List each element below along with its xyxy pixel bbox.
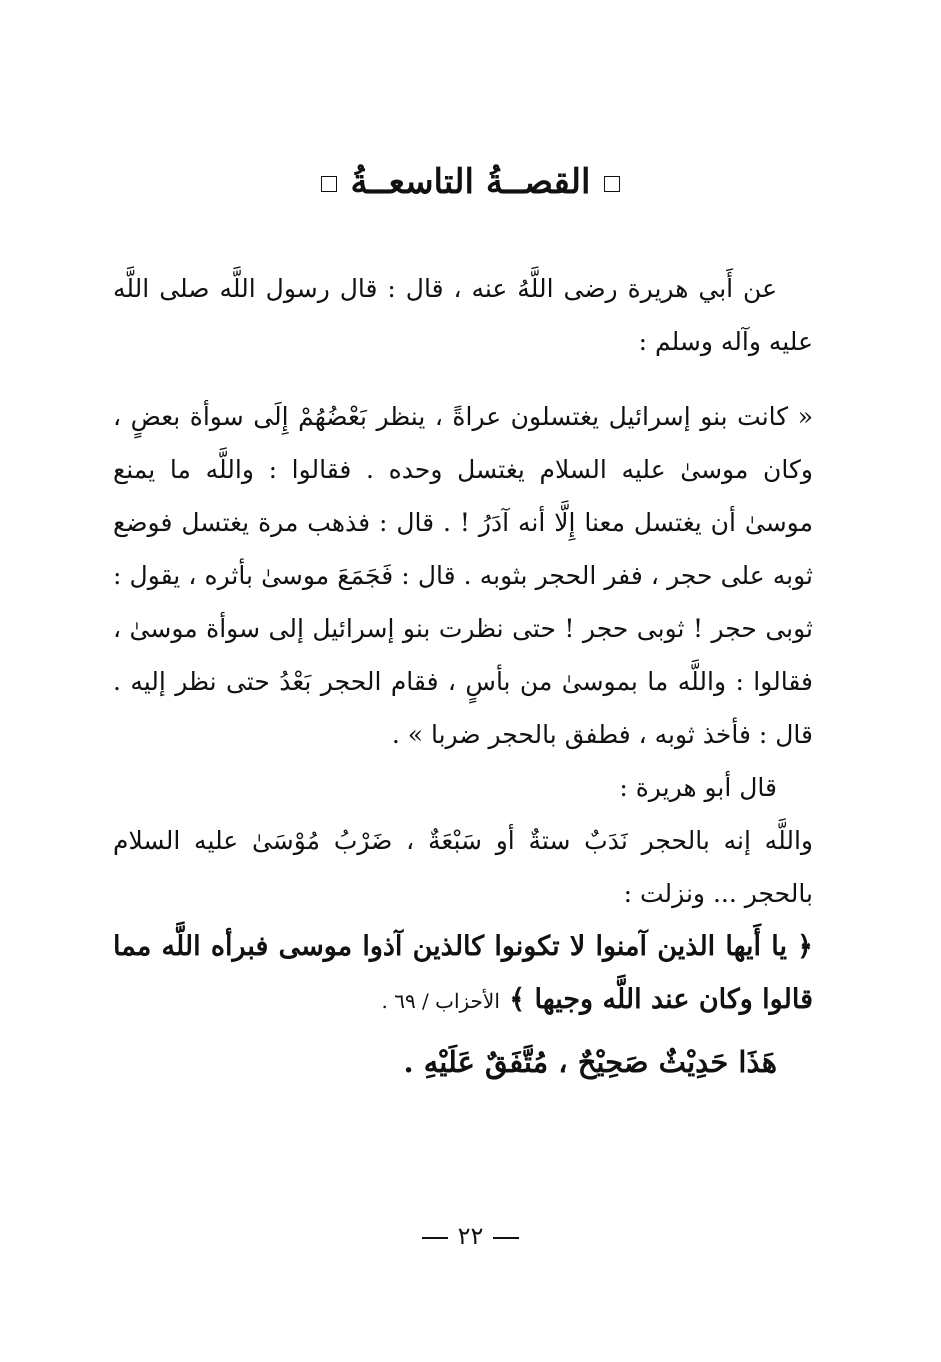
verse-text: ﴿ يا أَيها الذين آمنوا لا تكونوا كالذين آذوا موسى فبرأه اللَّه مما قالوا وكان عند اللَّه وجيها ﴾ <box>113 931 813 1015</box>
dash-ornament <box>422 1237 448 1239</box>
hadith-verdict: هَذَا حَدِيْثٌ صَحِيْحٌ ، مُتَّفَقٌ عَلَيْهِ . <box>403 1045 777 1079</box>
chapter-heading <box>0 162 941 202</box>
page-footer <box>0 1222 941 1250</box>
abu-hurayra-paragraph: واللَّه إنه بالحجر نَدَبٌ ستةٌ أو سَبْعَةٌ ، ضَرْبُ مُوْسَىٰ عليه السلام بالحجر ... ونزلت : <box>113 826 813 908</box>
square-ornament-icon <box>604 176 620 192</box>
page-number: ٢٢ <box>457 1222 484 1250</box>
chapter-title: القصــةُ التاسعــةُ <box>350 162 591 202</box>
hadith-paragraph: « كانت بنو إسرائيل يغتسلون عراةً ، ينظر بَعْضُهُمْ إِلَى سوأة بعضٍ ، وكان موسىٰ عليه السلام يغتسل وحده . فقالوا : واللَّه ما يمنع موسىٰ أن يغتسل معنا إِلَّا أنه آدَرُ ! . قال : فذهب مرة يغتسل فوضع ثوبه على حجر ، ففر الحجر بثوبه . قال : فَجَمَعَ موسىٰ بأثره ، يقول : ثوبى حجر ! ثوبى حجر ! حتى نظرت بنو إسرائيل إلى سوأة موسىٰ ، فقالوا : واللَّه ما بموسىٰ من بأسٍ ، فقام الحجر بَعْدُ حتى نظر إليه . قال : فأخذ ثوبه ، فطفق بالحجر ضربا » . <box>113 402 813 749</box>
story-body <box>113 262 813 1092</box>
abu-hurayra-label: قال أبو هريرة : <box>619 773 777 802</box>
dash-ornament <box>493 1237 519 1239</box>
verse-reference: الأحزاب / ٦٩ . <box>381 989 500 1013</box>
square-ornament-icon <box>321 176 337 192</box>
intro-paragraph: عن أَبي هريرة رضى اللَّهُ عنه ، قال : قال رسول اللَّه صلى اللَّه عليه وآله وسلم : <box>113 274 813 356</box>
quran-verse <box>113 920 813 1028</box>
